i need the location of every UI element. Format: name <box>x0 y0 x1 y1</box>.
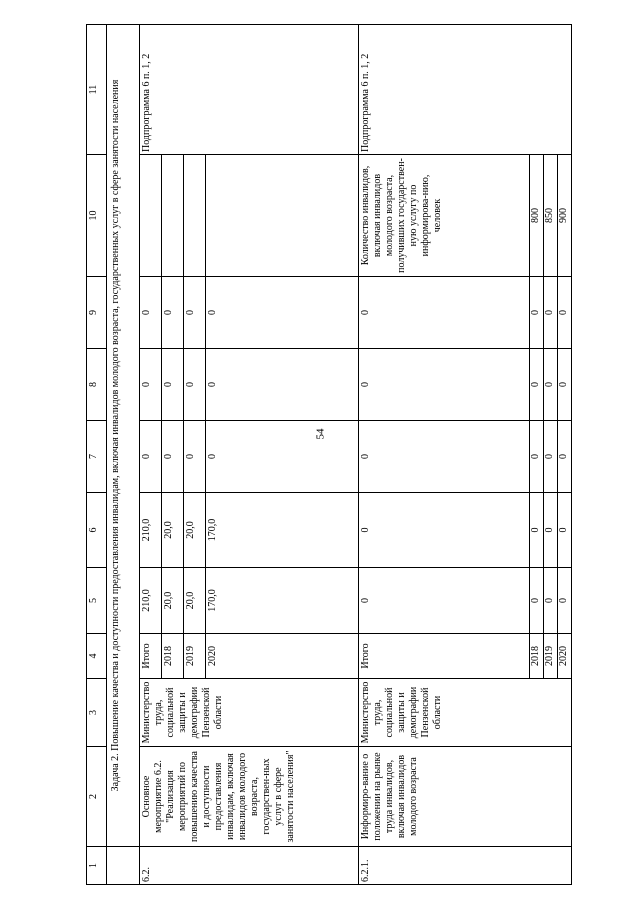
column-number: 9 <box>87 277 107 349</box>
column-number: 7 <box>87 421 107 493</box>
value-cell: 0 <box>544 421 558 493</box>
value-cell: 0 <box>140 349 162 421</box>
value-cell: 0 <box>544 349 558 421</box>
value-cell: 0 <box>359 421 530 493</box>
value-cell: 210,0 <box>140 568 162 634</box>
value-cell: 0 <box>140 421 162 493</box>
value-cell: 20,0 <box>184 493 206 568</box>
value-cell: 0 <box>544 277 558 349</box>
period: 2020 <box>558 634 572 679</box>
value-cell: 0 <box>162 421 184 493</box>
column-number: 6 <box>87 493 107 568</box>
column-number-row <box>87 25 107 885</box>
row-number: 6.2. <box>140 847 359 885</box>
value-cell: 20,0 <box>162 568 184 634</box>
value-cell: 0 <box>162 349 184 421</box>
period: 2018 <box>530 634 544 679</box>
row-number: 6.2.1. <box>359 847 572 885</box>
value-cell: 20,0 <box>162 493 184 568</box>
table-row <box>359 25 530 885</box>
value-cell: 0 <box>206 421 359 493</box>
value-cell: 0 <box>206 277 359 349</box>
column-number: 3 <box>87 679 107 747</box>
value-cell: 0 <box>544 568 558 634</box>
period: 2018 <box>162 634 184 679</box>
value-cell: 0 <box>558 493 572 568</box>
executor: Министерство труда, социальной защиты и демографии Пензенской области <box>359 679 572 747</box>
value-cell: 0 <box>359 493 530 568</box>
period: Итого <box>359 634 530 679</box>
period: Итого <box>140 634 162 679</box>
indicator-cell <box>206 155 359 277</box>
column-number: 5 <box>87 568 107 634</box>
indicator-cell <box>184 155 206 277</box>
value-cell: 0 <box>558 421 572 493</box>
measures-table <box>86 24 572 885</box>
task-title: Задача 2. Повышение качества и доступности предоставления инвалидам, включая инвалидов молодого возраста, государственных услуг в сфере занятости населения <box>107 25 140 847</box>
value-cell: 0 <box>558 349 572 421</box>
value-cell: 170,0 <box>206 493 359 568</box>
period: 2019 <box>544 634 558 679</box>
value-cell: 0 <box>558 277 572 349</box>
value-cell: 170,0 <box>206 568 359 634</box>
indicator-cell <box>140 155 162 277</box>
value-cell: 0 <box>544 493 558 568</box>
value-cell: 0 <box>162 277 184 349</box>
column-number: 1 <box>87 847 107 885</box>
period: 2020 <box>206 634 359 679</box>
column-number: 8 <box>87 349 107 421</box>
column-number: 10 <box>87 155 107 277</box>
indicator-cell <box>162 155 184 277</box>
value-cell: 0 <box>206 349 359 421</box>
executor: Министерство труда, социальной защиты и демографии Пензенской области <box>140 679 359 747</box>
value-cell: 0 <box>184 349 206 421</box>
measure-name: Основное мероприятие 6.2. "Реализация мероприятий по повышению качества и доступности предоставления инвалидам, включая инвалидов молодого возраста, государствен-ных услуг в сфере занятости населения" <box>140 747 359 847</box>
value-cell: 0 <box>530 493 544 568</box>
value-cell: 0 <box>140 277 162 349</box>
indicator-value: 800 <box>530 155 544 277</box>
period: 2019 <box>184 634 206 679</box>
value-cell: 0 <box>359 277 530 349</box>
table-row <box>140 25 162 885</box>
measure-name: Информиро-вание о положении на рынке труда инвалидов, включая инвалидов молодого возраста <box>359 747 572 847</box>
indicator-value: 850 <box>544 155 558 277</box>
subprogram-ref: Подпрограмма 6 п. 1, 2 <box>359 25 572 155</box>
indicator-value: 900 <box>558 155 572 277</box>
value-cell: 20,0 <box>184 568 206 634</box>
value-cell: 0 <box>184 421 206 493</box>
task-header-row <box>107 25 140 885</box>
value-cell: 0 <box>530 421 544 493</box>
value-cell: 0 <box>530 277 544 349</box>
value-cell: 0 <box>359 349 530 421</box>
page-number: 54 <box>314 428 326 440</box>
value-cell: 0 <box>359 568 530 634</box>
column-number: 4 <box>87 634 107 679</box>
value-cell: 0 <box>530 568 544 634</box>
landscape-table-sheet <box>86 25 581 885</box>
column-number: 2 <box>87 747 107 847</box>
value-cell: 0 <box>558 568 572 634</box>
column-number: 11 <box>87 25 107 155</box>
indicator-name: Количество инвалидов, включая инвалидов молодого возраста, получивших государствен-ную услугу по информирова-нию, человек <box>359 155 530 277</box>
value-cell: 0 <box>184 277 206 349</box>
subprogram-ref: Подпрограмма 6 п. 1, 2 <box>140 25 359 155</box>
value-cell: 0 <box>530 349 544 421</box>
value-cell: 210,0 <box>140 493 162 568</box>
